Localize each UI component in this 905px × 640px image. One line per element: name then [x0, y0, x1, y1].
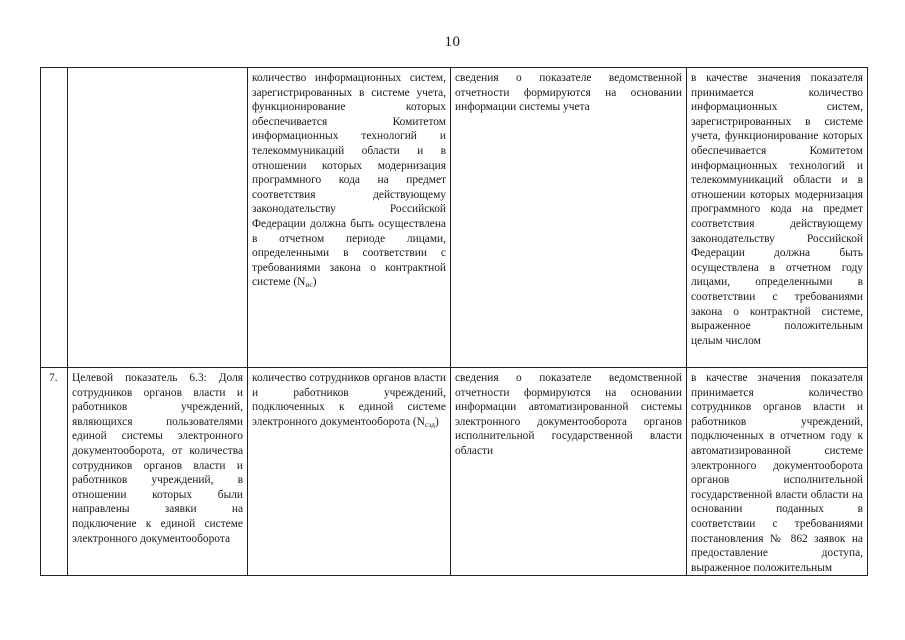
row-number-cell: 7. — [41, 368, 68, 576]
formula-close: ) — [434, 415, 439, 428]
indicator-cell: Целевой показатель 6.3: Доля сотрудников органов власти и работников учреждений, являющихся пользователями единой системы электронного документооборота, от количества сотрудников органов власти и работников учреждений, в отношении которых были направлены заявки на подключение к единой системе электронного документооборота — [68, 368, 248, 576]
page-number: 10 — [444, 34, 461, 50]
table-row — [41, 368, 868, 576]
formula-text: количество информационных систем, зарегистрированных в системе учета, функционирование которых обеспечивается Комитетом информационных технологий и телекоммуникаций области и в отношении которых модернизация программного кода на предмет соответствия действующему законодательству Российской Федерации должна быть осуществлена в отчетном периоде лицами, определенными в соответствии с требованиями закона о контрактной системе (N — [252, 72, 446, 289]
formula-cell — [248, 368, 451, 576]
row-number-cell — [41, 68, 68, 368]
source-cell: сведения о показателе ведомственной отчетности формируются на основании информации системы учета — [451, 68, 687, 368]
source-cell: сведения о показателе ведомственной отчетности формируются на основании информации автоматизированной системы электронного документооборота органов исполнительной государственной власти области — [451, 368, 687, 576]
table-row — [41, 68, 868, 368]
formula-close: ) — [312, 276, 317, 289]
indicator-table — [40, 67, 868, 576]
formula-text: количество сотрудников органов власти и работников учреждений, подключенных к единой системе электронного документооборота (N — [252, 372, 446, 428]
method-cell: в качестве значения показателя принимается количество сотрудников органов власти и работников учреждений, подключенных в отчетном году к автоматизированной системе электронного документооборота органов исполнительной государственной власти области на основании поданных в соответствии с требованиями постановления № 862 заявок на предоставление доступа, выраженное положительным — [687, 368, 868, 576]
formula-cell — [248, 68, 451, 368]
formula-subscript: ис — [305, 280, 313, 290]
indicator-cell — [68, 68, 248, 368]
formula-subscript: сэд — [424, 419, 435, 429]
method-cell: в качестве значения показателя принимается количество информационных систем, зарегистрированных в системе учета, функционирование которых обеспечивается Комитетом информационных технологий и телекоммуникаций области и в отношении которых модернизация программного кода на предмет соответствия действующему законодательству Российской Федерации должна быть осуществлена в отчетном году лицами, определенными в соответствии с требованиями закона о контрактной системе, выраженное положительным целым числом — [687, 68, 868, 368]
